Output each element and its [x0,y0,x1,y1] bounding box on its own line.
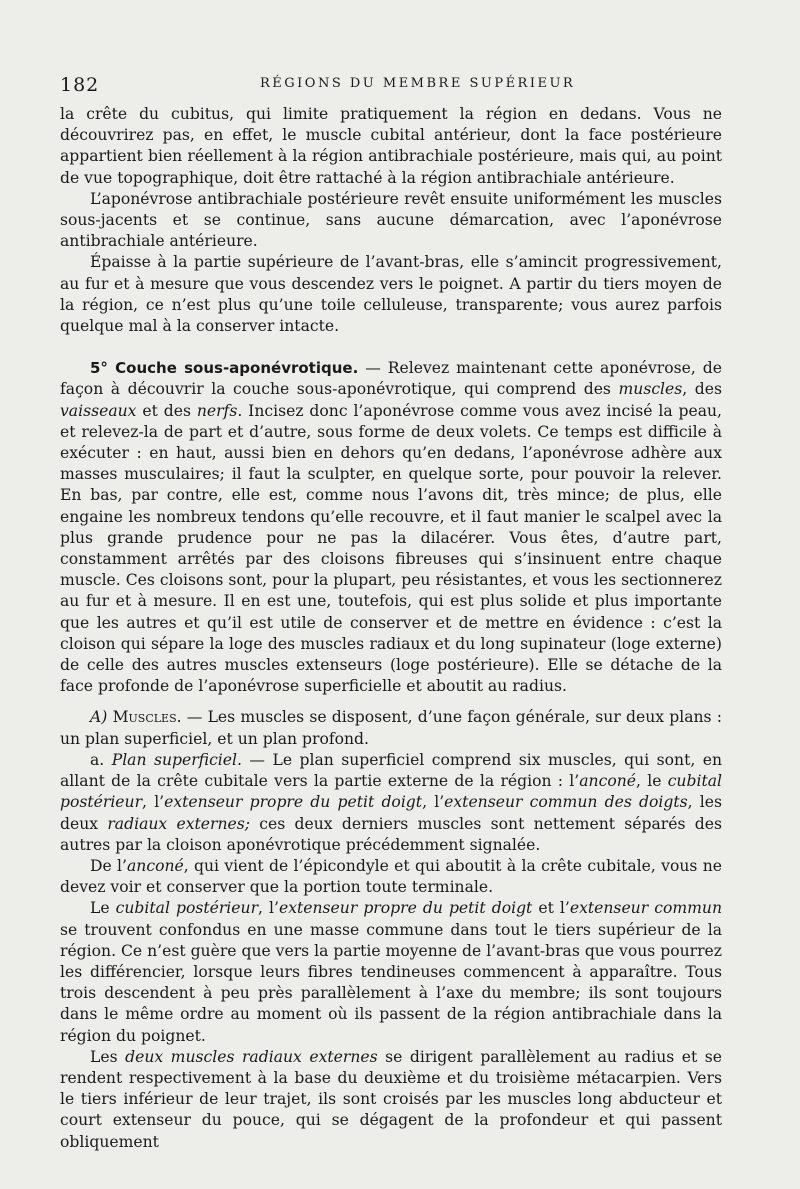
paragraph-3: Épaisse à la partie supérieure de l’avant-bras, elle s’amincit progressivement, au fur et à mesure que vous descendez vers le poignet. A partir du tiers moyen de la région, ce n’est plus qu’une toile celluleuse, transparente; vous aurez parfois quelque mal à la conserver intacte. [60,253,722,336]
section-heading: 5° Couche sous-aponévrotique. [90,359,359,378]
paragraph-6: a. Plan superficiel. — Le plan superficiel comprend six muscles, qui sont, en allant de la crête cubitale vers la partie externe de la région : l’anconé, le cubital postérieur, l’extenseur propre du petit doigt, l’extenseur commun des doigts, les deux radiaux externes; ces deux derniers muscles sont nettement séparés des autres par la cloison aponévrotique précédemment signalée. [60,750,723,854]
paragraph-7: De l’anconé, qui vient de l’épicondyle et qui aboutit à la crête cubitale, vous ne devez voir et conserver que la portion toute terminale. [60,856,722,897]
paragraph-9: Les deux muscles radiaux externes se dirigent parallèlement au radius et se rendent respectivement à la base du deuxième et du troisième métacarpien. Vers le tiers inférieur de leur trajet, ils sont croisés par les muscles long abducteur et court extenseur du pouce, qui se dégagent de la profondeur et qui passent obliquement [60,1047,723,1151]
paragraph-1: la crête du cubitus, qui limite pratiquement la région en dedans. Vous ne découvrirez pas, en effet, le muscle cubital antérieur, dont la face postérieure appartient bien réellement à la région antibrachiale postérieure, mais qui, au point de vue topographique, doit être rattaché à la région antibrachiale antérieure. [60,105,722,187]
body-text [60,104,722,1153]
running-title: RÉGIONS DU MEMBRE SUPÉRIEUR [260,76,576,91]
subsubsection-heading: Plan superficiel. [111,750,242,769]
page-number: 182 [60,74,100,96]
page-header [60,74,722,96]
paragraph-5: A) Muscles. — Les muscles se disposent, d’une façon générale, sur deux plans : un plan superficiel, et un plan profond. [60,708,722,748]
subsection-label: A) [90,708,108,727]
paragraph-4: 5° Couche sous-aponévrotique. — Relevez maintenant cette aponévrose, de façon à découvrir la couche sous-aponévrotique, qui comprend des muscles, des vaisseaux et des nerfs. Incisez donc l’aponévrose comme vous avez incisé la peau, et relevez-la de part et d’autre, sous forme de deux volets. Ce temps est difficile à exécuter : en haut, aussi bien en dehors qu’en dedans, l’aponévrose adhère aux masses musculaires; il faut la sculpter, en quelque sorte, pour pouvoir la relever. En bas, par contre, elle est, comme nous l’avons dit, très mince; de plus, elle engaine les nombreux tendons qu’elle recouvre, et il faut manier le scalpel avec la plus grande prudence pour ne pas la dilacérer. Vous êtes, d’autre part, constamment arrêtés par des cloisons fibreuses qui s’insinuent entre chaque muscle. Ces cloisons sont, pour la plupart, peu résistantes, et vous les sectionnerez au fur et à mesure. Il en est une, toutefois, qui est plus solide et plus importante que les autres et qu’il est utile de conserver et de mettre en évidence : c’est la cloison qui sépare la loge des muscles radiaux et du long supinateur (loge externe) de celle des autres muscles extenseurs (loge postérieure). Elle se détache de la face profonde de l’aponévrose superficielle et aboutit au radius. [60,359,723,696]
subsection-heading: Muscles. [112,708,182,727]
paragraph-2: L’aponévrose antibrachiale postérieure revêt ensuite uniformément les muscles sous-jacents et se continue, sans aucune démarcation, avec l’aponévrose antibrachiale antérieure. [60,189,722,251]
paragraph-8: Le cubital postérieur, l’extenseur propre du petit doigt et l’extenseur commun se trouvent confondus en une masse commune dans tout le tiers supérieur de la région. Ce n’est guère que vers la partie moyenne de l’avant-bras que vous pourrez les différencier, lorsque leurs fibres tendineuses commencent à apparaître. Tous trois descendent à peu près parallèlement à l’axe du membre; ils sont toujours dans le même ordre au moment où ils passent de la région antibrachiale dans la région du poignet. [60,899,722,1045]
